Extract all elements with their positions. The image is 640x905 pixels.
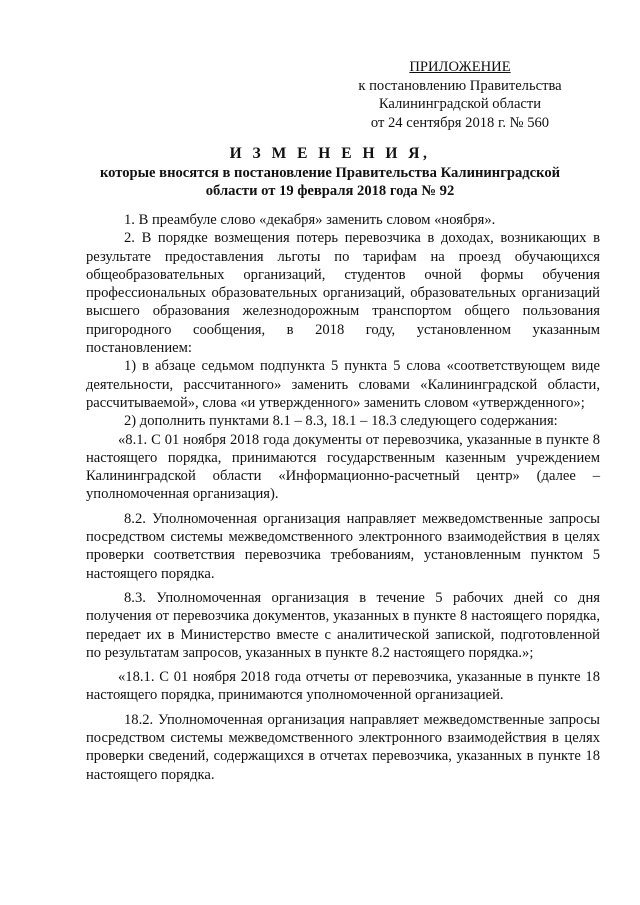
appendix-line-1: к постановлению Правительства: [358, 77, 562, 94]
heading-subtitle-2: области от 19 февраля 2018 года № 92: [205, 183, 455, 199]
paragraph-2-1: 1) в абзаце седьмом подпункта 5 пункта 5 слова «соответствующем виде деятельности, рассчитанного» заменить словами «Калининградской области, рассчитываемой», слова «и утвержденного» заменить словом «утвержденного»;: [86, 358, 600, 411]
appendix-date-line: от 24 сентября 2018 г. № 560: [370, 114, 550, 131]
document-heading: [60, 145, 600, 201]
paragraph-1: 1. В преамбуле слово «декабря» заменить словом «ноября».: [124, 212, 496, 228]
appendix-line-2: Калининградской области: [378, 96, 542, 112]
paragraph-8-1: «8.1. С 01 ноября 2018 года документы от перевозчика, указанные в пункте 8 настоящего порядка, принимаются государственным казенным учреждением Калининградской области «Информационно-расчетный центр» (далее – уполномоченная организация).: [86, 431, 600, 503]
paragraph-8-3: 8.3. Уполномоченная организация в течение 5 рабочих дней со дня получения от перевозчика документов, указанных в пункте 8 настоящего порядка, передает их в Министерство вместе с аналитической запиской, подготовленной по результатам запросов, указанных в пункте 8.2 настоящего порядка.»;: [86, 589, 600, 661]
paragraph-8-2: 8.2. Уполномоченная организация направляет межведомственные запросы посредством системы межведомственного электронного взаимодействия в целях проверки соответствия перевозчика требованиям, установленным пунктом 5 настоящего порядка.: [86, 510, 600, 582]
document-body: [86, 211, 600, 784]
appendix-block: [320, 58, 600, 132]
paragraph-2-2: 2) дополнить пунктами 8.1 – 8.3, 18.1 – 18.3 следующего содержания:: [124, 413, 558, 430]
appendix-title: ПРИЛОЖЕНИЕ: [409, 59, 511, 75]
paragraph-18-1: «18.1. С 01 ноября 2018 года отчеты от перевозчика, указанные в пункте 18 настоящего порядка, принимаются уполномоченной организацией.: [86, 669, 600, 704]
heading-subtitle-1: которые вносятся в постановление Правительства Калининградской: [99, 164, 561, 181]
heading-title: И З М Е Н Е Н И Я,: [229, 145, 431, 162]
paragraph-2: 2. В порядке возмещения потерь перевозчика в доходах, возникающих в результате предоставления льготы по тарифам на проезд обучающихся общеобразовательных организаций, студентов очной формы обучения профессиональных образовательных организаций, образовательных организаций высшего образования железнодорожным транспортом общего пользования пригородного сообщения, в 2018 году, установленном указанным постановлением:: [86, 230, 600, 357]
paragraph-18-2: 18.2. Уполномоченная организация направляет межведомственные запросы посредством системы межведомственного электронного взаимодействия в целях проверки сведений, содержащихся в отчетах перевозчика, указанных в пункте 18 настоящего порядка.: [86, 711, 600, 783]
